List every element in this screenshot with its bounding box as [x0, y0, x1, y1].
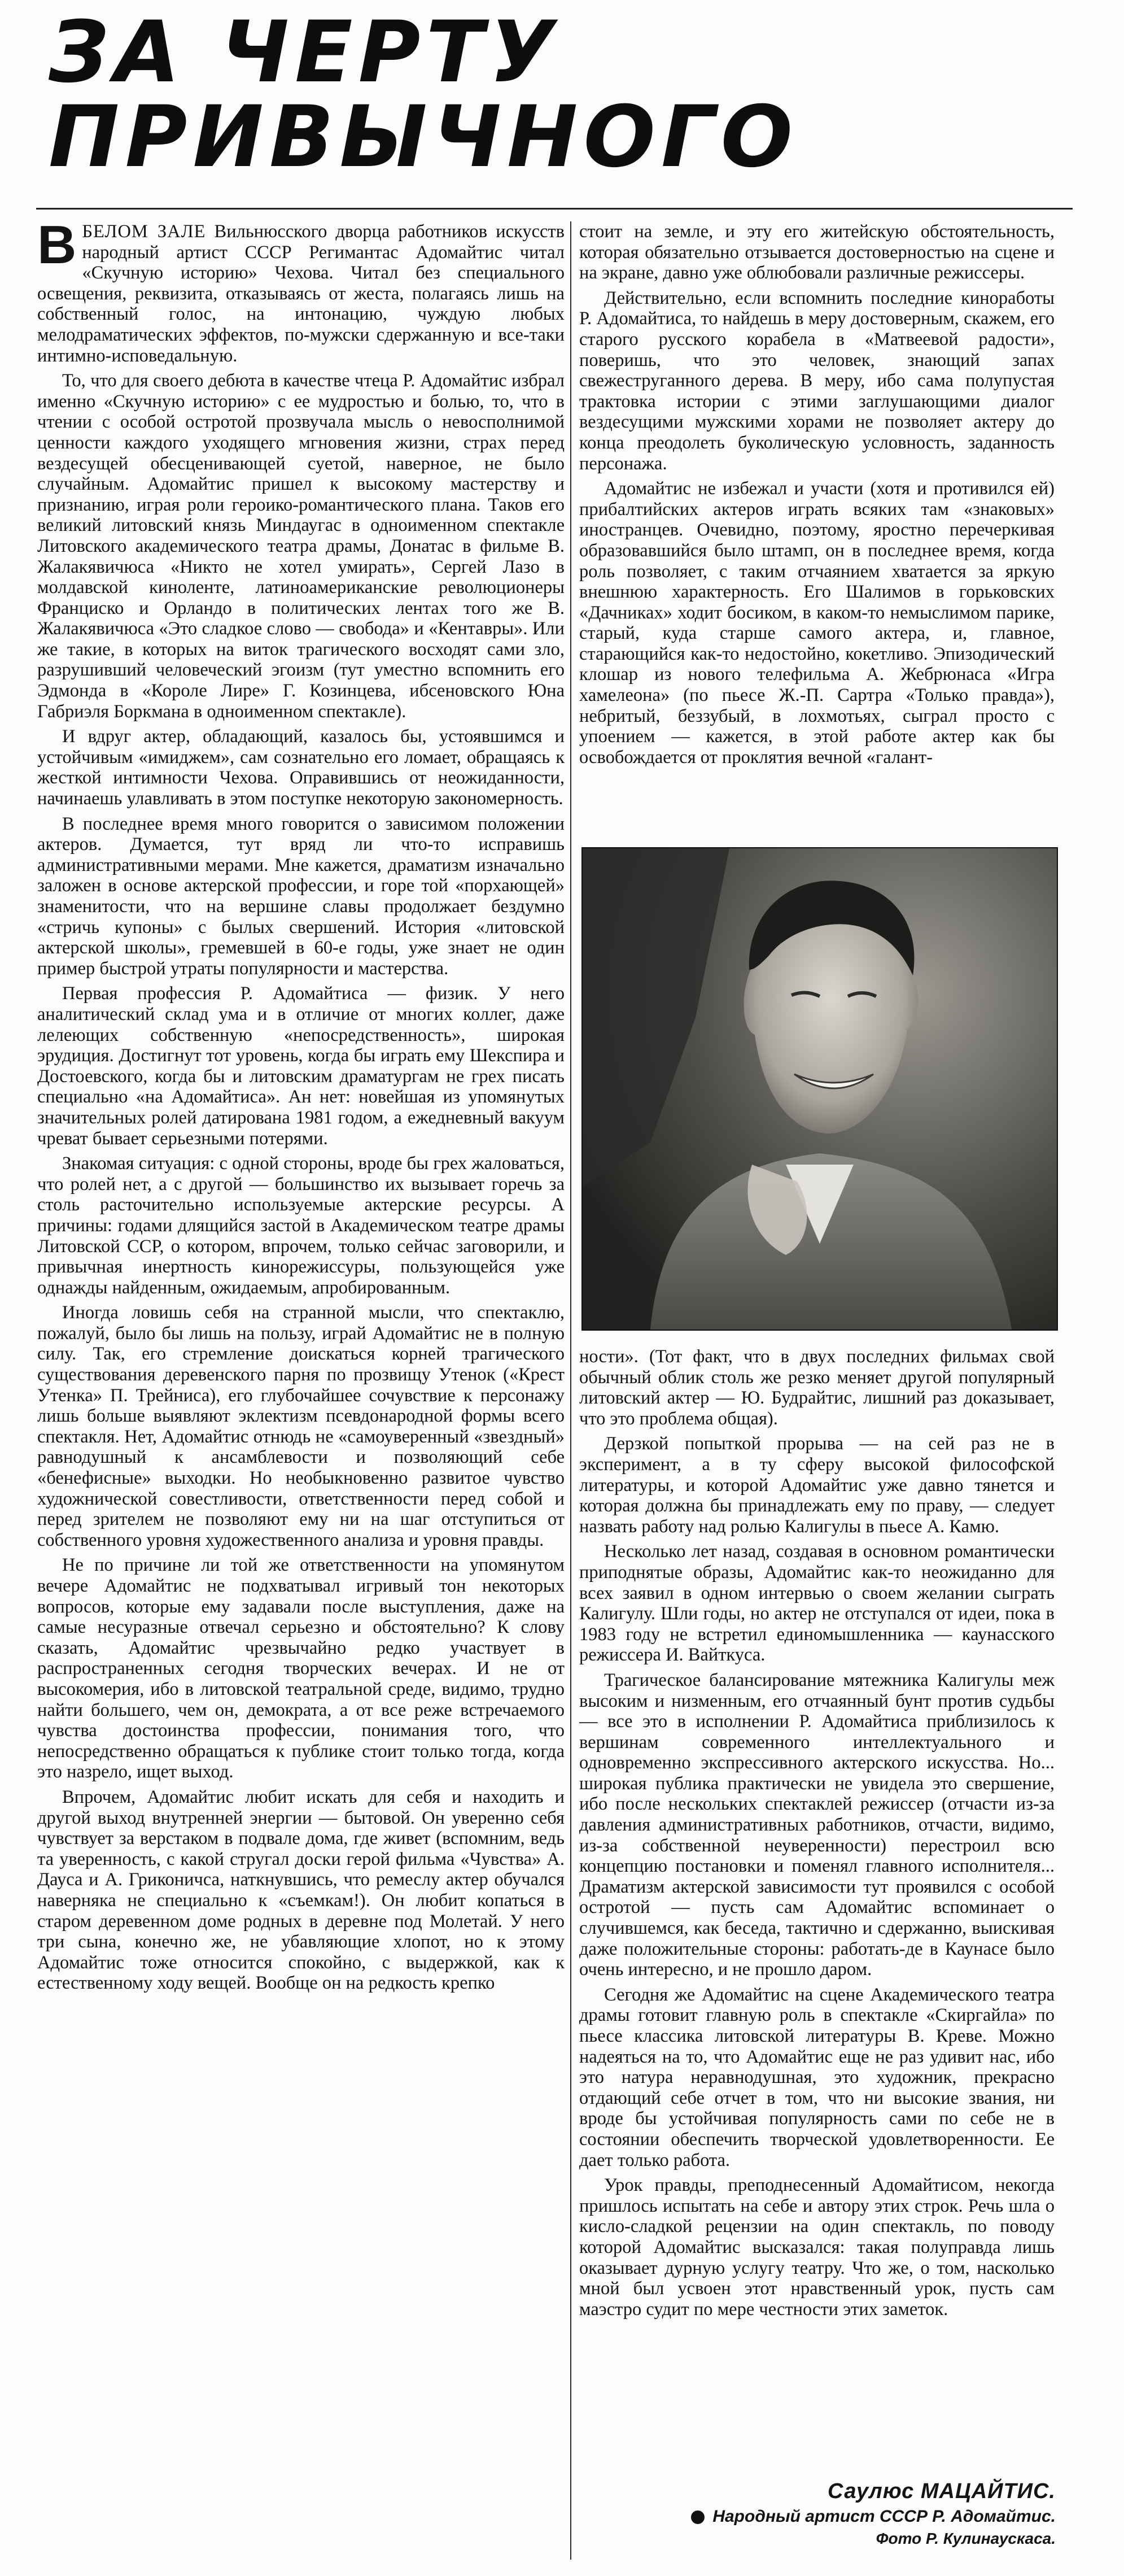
article-column-left	[37, 221, 565, 2560]
paragraph: То, что для своего дебюта в качестве чтеца Р. Адомайтис избрал именно «Скучную историю» с ее мудростью и болью, то, что в чтении с особой остротой прозвучала мысль о невосполнимой ценности каждого уходящего мгновения жизни, страх перед вездесущей обесценивающей суетой, наверное, не было случайным. Адомайтис пришел к высокому мастерству и признанию, играя роли героико-романтического плана. Таков его великий литовский князь Миндаугас в одноименном спектакле Литовского академического театра драмы, Донатас в фильме В. Жалакявичюса «Никто не хотел умирать», Сергей Лазо в молдавской киноленте, латиноамериканские революционеры Франциско и Орландо в политических лентах того же В. Жалакявичюса «Это сладкое слово — свобода» и «Кентавры». Или же такие, в которых на виток трагического восходят сами зло, разрушивший человеческий эгоизм (тут уместно вспомнить его Эдмонда в «Короле Лире» Г. Козинцева, ибсеновского Юна Габриэля Боркмана в одноименном спектакле).	[37, 371, 565, 722]
photo-caption-text: Народный артист СССР Р. Адомайтис.	[712, 2507, 1056, 2526]
lead-text: Вильнюсского дворца работников искусств народный артист СССР Регимантас Адомайтис читал «Скучную историю» Чехова. Читал без специального освещения, реквизита, отказываясь от жеста, полагаясь лишь на собственный голос, на интонацию, чуждую любых мелодраматических эффектов, по-мужски сдержанную и все-таки интимно-исповедальную.	[37, 221, 565, 366]
paragraph: И вдруг актер, обладающий, казалось бы, устоявшимся и устойчивым «имиджем», сам сознательно его ломает, обращаясь к жесткой интимности Чехова. Оправившись от неожиданности, начинаешь улавливать в этом поступке некоторую закономерность.	[37, 726, 565, 809]
paragraph: Адомайтис не избежал и участи (хотя и противился ей) прибалтийских актеров играть всяких там «знаковых» иностранцев. Очевидно, поэтому, яростно перечеркивая образовавшийся было штамп, он в последнее время, когда роль позволяет, с таким отчаянием хватается за яркую внешнюю характерность. Его Шалимов в горьковских «Дачниках» ходит босиком, в каком-то немыслимом парике, старый, куда старше самого актера, и, главное, старающийся как-то недостойно, кокетливо. Эпизодический клошар из нового телефильма А. Жебрюнаса «Игра хамелеона» (по пьесе Ж.-П. Сартра «Только правда»), небритый, беззубый, в лохмотьях, сыграл просто с упоением — кажется, в этой работе актер как бы освобождается от проклятия вечной «галант-	[579, 478, 1055, 768]
paragraph: Сегодня же Адомайтис на сцене Академического театра драмы готовит главную роль в спектакле «Скиргайла» по пьесе классика литовской литературы В. Креве. Можно надеяться на то, что Адомайтис еще не раз удивит нас, ибо это натура неравнодушная, это художник, прекрасно отдающий себе отчет в том, что ни высокие звания, ни вроде бы устойчивая популярность сами по себе не в состоянии обеспечить творческой удовлетворенности. Ее дает только работа.	[579, 1984, 1055, 2170]
paragraph: Не по причине ли той же ответственности на упомянутом вечере Адомайтис не подхватывал игривый тон некоторых вопросов, которые ему задавали после выступления, даже на самые несуразные отвечал серьезно и обстоятельно? К слову сказать, Адомайтис чрезвычайно редко участвует в распространенных сегодня творческих вечерах. И не от высокомерия, ибо в литовской театральной среде, видимо, трудно найти большего, чем он, демократа, а от все реже встречаемого чувства достоинства профессии, понимания того, что непосредственно обращаться к публике стоит только тогда, когда это назрело, ищет выход.	[37, 1555, 565, 1782]
portrait-photo	[581, 847, 1058, 1331]
paragraph: Трагическое балансирование мятежника Калигулы меж высоким и низменным, его отчаянный бунт против судьбы — все это в исполнении Р. Адомайтиса приблизилось к вершинам современного интеллектуального и одновременно экспрессивного актерского искусства. Но... широкая публика практически не увидела это свершение, ибо после нескольких спектаклей режиссер (отчасти из-за давления административных работников, отчасти, видимо, из-за собственной неуверенности) перестроил всю концепцию постановки и поменял главного исполнителя... Драматизм актерской зависимости тут проявился с особой остротой — пусть сам Адомайтис вспоминает о случившемся, как беседа, тактично и сдержанно, выискивая даже положительные стороны: работать-де в Каунасе было очень интересно, и не прошло даром.	[579, 1670, 1055, 1980]
photo-credit: Фото Р. Кулинаускаса.	[876, 2530, 1056, 2547]
paragraph: Дерзкой попыткой прорыва — на сей раз не в эксперимент, а в ту сферу высокой философской литературы, и которой Адомайтис уже давно тянется и которая должна бы принадлежать ему по праву, — следует назвать работу над ролью Калигулы в пьесе А. Камю.	[579, 1433, 1055, 1537]
lead-caps: БЕЛОМ ЗАЛЕ	[82, 221, 206, 242]
byline	[672, 2479, 1056, 2548]
paragraph: Урок правды, преподнесенный Адомайтисом, некогда пришлось испытать на себе и автору этих строк. Речь шла о кисло-сладкой рецензии на один спектакль, по поводу которой Адомайтис высказался: такая полуправда лишь оказывает дурную услугу театру. Что же, о том, насколько мной был усвоен этот нравственный урок, пусть сам маэстро судит по мере честности этих заметок.	[579, 2175, 1055, 2320]
headline	[49, 3, 816, 186]
paragraph: Иногда ловишь себя на странной мысли, что спектаклю, пожалуй, было бы лишь на пользу, играй Адомайтис не в полную силу. Так, его стремление доискаться корней трагического существования деревенского парня по прозвищу Утенок («Крест Утенка» П. Трейниса), его глубочайшее сочувствие к персонажу лишь больше выявляют эклектизм псевдонародной формы всего спектакля. Нет, Адомайтис отнюдь не «самоуверенный «звездный» равнодушный к ансамблевости и позволяющий себе «бенефисные» выходки. Но необыкновенно развитое чувство художнической совестливости, ответственности перед собой и перед зрителем не позволяют ему ни на шаг отступиться от собственного уровня художественного анализа и уровня правды.	[37, 1302, 565, 1550]
bullet-icon	[691, 2510, 705, 2524]
photo-caption	[672, 2507, 1056, 2526]
paragraph: Знакомая ситуация: с одной стороны, вроде бы грех жаловаться, что ролей нет, а с другой — большинство их вызывает горечь за столь расточительно используемые актерские ресурсы. А причины: годами длящийся застой в Академическом театре драмы Литовской ССР, о котором, впрочем, только сейчас заговорили, и привычная инертность кинорежиссуры, пользующейся уже однажды найденным, ожидаемым, апробированным.	[37, 1153, 565, 1298]
lead-paragraph	[37, 221, 565, 366]
paragraph: Первая профессия Р. Адомайтиса — физик. У него аналитический склад ума и в отличие от многих коллег, даже лелеющих собственную «непосредственность», широкая эрудиция. Достигнут тот уровень, когда бы играть ему Шекспира и Достоевского, когда бы и литовским драматургам не грех писать специально «на Адомайтиса». Ан нет: новейшая из упомянутых значительных ролей датирована 1981 годом, а ежедневный вакуум чреват бывает серьезными потерями.	[37, 983, 565, 1149]
paragraph: стоит на земле, и эту его житейскую обстоятельность, которая обязательно отзывается достоверностью на сцене и на экране, давно уже облюбовали различные режиссеры.	[579, 221, 1055, 284]
article-column-right-top	[579, 221, 1055, 843]
column-divider	[570, 221, 571, 2560]
article-column-right-bottom	[579, 1346, 1055, 2566]
headline-line-2: ПРИВЫЧНОГО	[49, 88, 799, 186]
paragraph: ности». (Тот факт, что в двух последних фильмах свой обычный облик столь же резко меняет другой популярный литовский актер — Ю. Будрайтис, лишний раз доказывает, что это проблема общая).	[579, 1346, 1055, 1429]
headline-line-1: ЗА ЧЕРТУ	[49, 3, 561, 102]
drop-cap: В	[37, 221, 77, 275]
paragraph: Несколько лет назад, создавая в основном романтически приподнятые образы, Адомайтис как-то неожиданно для всех заявил в одном интервью о своем желании сыграть Калигулу. Шли годы, но актер не отступался от идеи, пока в 1983 году не встретил единомышленника — каунасского режиссера И. Вайткуса.	[579, 1541, 1055, 1666]
author-name: Саулюс МАЦАЙТИС.	[828, 2479, 1056, 2503]
paragraph: В последнее время много говорится о зависимом положении актеров. Думается, тут вряд ли что-то исправишь административными мерами. Мне кажется, драматизм изначально заложен в основе актерской профессии, и горе той «порхающей» знаменитости, что на вершине славы продолжает бездумно «стричь купоны» с былых свершений. История «литовской актерской школы», гремевшей в 60-е годы, уже знает не один пример быстрой утраты популярности и мастерства.	[37, 813, 565, 979]
paragraph: Впрочем, Адомайтис любит искать для себя и находить и другой выход внутренней энергии — бытовой. Он уверенно себя чувствует за верстаком в подвале дома, где живет (вспомним, ведь та уверенность, с какой стругал доски герой фильма «Чувства» А. Дауса и А. Гриконичса, наткнувшись, что ремеслу актер обучался наверняка не специально к «съемкам!). Он любит копаться в старом деревенном доме родных в деревне под Молетай. У него три сына, конечно же, не убавляющие хлопот, но к этому Адомайтис тоже относится спокойно, с выдержкой, как к естественному ходу вещей. Вообще он на редкость крепко	[37, 1786, 565, 1994]
portrait-photo-icon	[583, 848, 1057, 1330]
paragraph: Действительно, если вспомнить последние киноработы Р. Адомайтиса, то найдешь в меру достоверным, скажем, его старого русского корабела в «Матвеевой радости», поверишь, что это человек, знающий запах свежеструганного дерева. В меру, ибо сама полупустая трактовка истории с этими заглушающими диалог вездесущими мужскими хорами не позволяет актеру до конца преодолеть буколическую условность, заданность персонажа.	[579, 287, 1055, 474]
top-rule	[36, 208, 1073, 210]
